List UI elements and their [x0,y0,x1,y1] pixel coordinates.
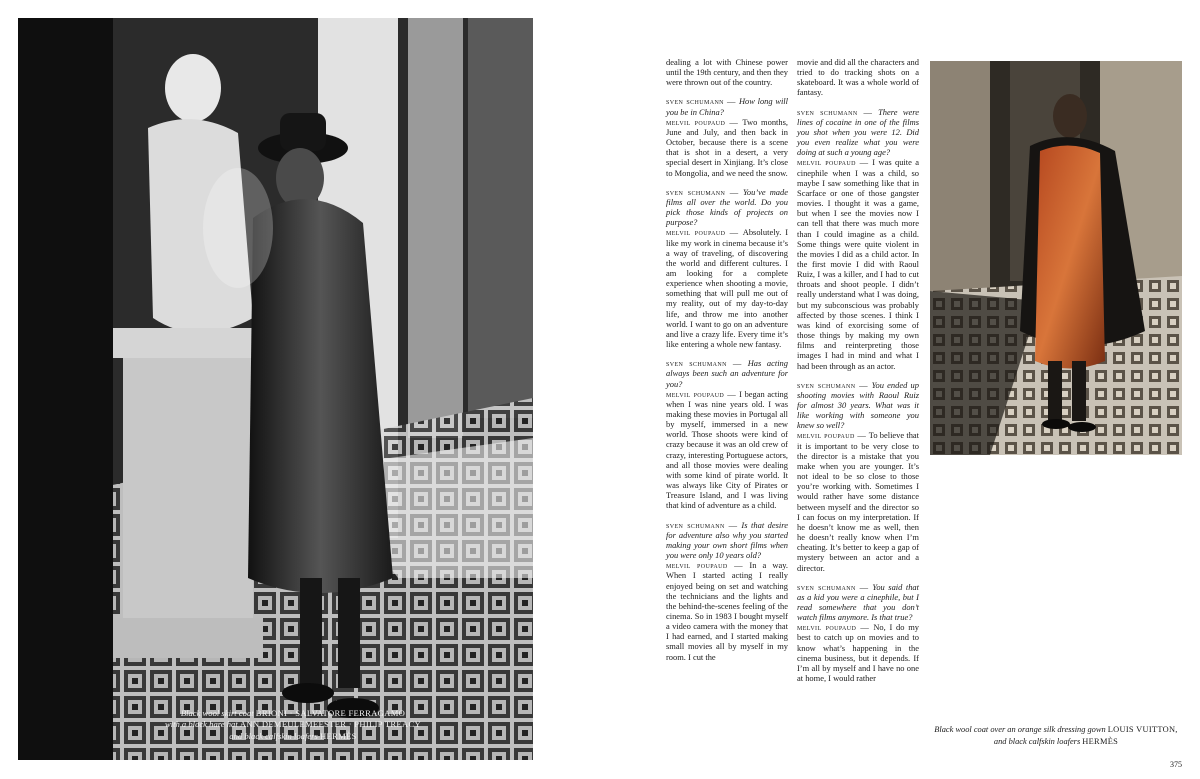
left-caption-line2: with a black hare hat [164,719,238,729]
speaker-label: melvil poupaud — [666,560,750,571]
speaker-label: melvil poupaud — [797,157,873,168]
paragraph-a [666,560,788,662]
right-photo-image [930,61,1182,455]
left-caption-brand1: BRIONI · SALVATORE FERRAGAMO [255,707,406,718]
right-photo-caption [930,724,1182,748]
question-text: You’ve made films all over the world. Do you pick those kinds of projects on purpose? [666,186,788,228]
speaker-label: sven schumann — [666,96,739,107]
speaker-label: melvil poupaud — [797,622,874,633]
left-photo [18,18,533,760]
paragraph-a [666,389,788,511]
speaker-label: sven schumann — [666,519,742,530]
paragraph-a [797,430,919,572]
body-text: movie and did all the characters and tried to do tracking shots on a skateboard. It was a whole world of fantasy. [797,57,919,98]
paragraph-q [797,582,919,623]
speaker-label: sven schumann — [666,186,743,197]
answer-text: Absolutely. I like my work in cinema because it’s a way of traveling, of discovering the world and different cultures. I am looking for a complete experience when shooting a movie, something that will pull me out of my reality, out of my day-to-day life, and throw me into another world. I want to go on an adventure and live a crazy life. Every time it’s like entering a whole new fantasy. [666,227,788,350]
paragraph-a [797,157,919,370]
speaker-label: melvil poupaud — [797,430,869,441]
speaker-label: melvil poupaud — [666,388,740,399]
right-caption-line2: and black calfskin loafers [993,737,1081,746]
paragraph-q [666,520,788,561]
answer-text: No, I do my best to catch up on movies and to know what’s happening in the cinema business, but it depends. If I’m all by myself and I have no one at home, I would rather [797,622,919,684]
paragraph-a [666,117,788,178]
speaker-label: melvil poupaud — [666,116,743,127]
answer-text: In a way. When I started acting I really enjoyed being on set and watching the technicians and the lights and the behind-the-scenes feeling of the cinema. So in 1983 I bought myself a video camera with the money that I had earned, and I started making small movies all by myself in my room. I cut the [666,560,788,662]
question-text: There were lines of cocaine in one of the films you shot when you were 12. Did you even realize what you were doing at such a young age? [797,106,919,158]
left-photo-image [18,18,533,760]
question-text: Is that desire for adventure also why you started making your own short films when you were only 10 years old? [666,519,788,561]
paragraph-q [666,187,788,228]
right-caption-line1: Black wool coat over an orange silk dressing gown [934,725,1106,734]
question-text: Has acting always been such an adventure for you? [666,358,788,389]
answer-text: To believe that it is important to be very close to the director is a mistake that you make when you are younger. It’s not ideal to be so close to those you’re working with. Sometimes I would rather have some distance between myself and the director so I can focus on my interpretation. If he doesn’t know me as well, then he doesn’t really know when I’m cheating. It’s better to keep a gap of mystery between an actor and a director. [797,430,920,573]
article-column-2 [797,57,919,692]
page-number: 375 [1170,760,1182,769]
right-photo [930,61,1182,455]
speaker-label: melvil poupaud — [666,227,743,238]
right-caption-brand1: LOUIS VUITTON, [1107,725,1178,734]
paragraph-q [666,358,788,388]
right-caption-brand2: HERMÈS [1082,737,1119,746]
paragraph-q [797,107,919,158]
article-column-1 [666,57,788,671]
answer-text: Two months, June and July, and then back in October, because there is a scene that is shot in a desert, a very special desert in Xinjiang. It’s close to Mongolia, and we need the snow. [666,116,788,178]
left-caption-brand2: ANN DEMEULEMEESTER · PHILIP TREACY [239,719,421,729]
body-text: dealing a lot with Chinese power until the 19th century, and then they were thrown out of the country. [666,57,788,88]
answer-text: I began acting when I was nine years old. I was making these movies in Portugal all by myself, immersed in a new world. Those shoots were kind of crazy because it was an old crew of crazy, interesting Portuguese actors, and all those movies were dealing with some kind of pirate world. It was always like City of Pirates or Treasure Island, and I was living that kind of adventure as a child. [666,388,788,511]
left-caption-line3: and black calfskin loafers [229,730,318,741]
question-text: How long will you be in China? [666,96,788,117]
speaker-label: sven schumann — [797,106,879,117]
paragraph-a [666,227,788,349]
question-text: You ended up shooting movies with Raoul Ruiz for almost 30 years. What was it like working with someone you knew so well? [797,379,919,431]
paragraph-q [666,96,788,116]
speaker-label: sven schumann — [666,358,748,369]
paragraph-text [666,57,788,87]
left-photo-caption [128,708,458,743]
paragraph-q [797,380,919,431]
speaker-label: sven schumann — [797,581,873,592]
left-caption-brand3: HERMÈS [320,730,357,741]
answer-text: I was quite a cinephile when I was a child, so maybe I saw something like that in Scarface or one of those gangster movies. I thought it was a game, but when I see the movies now I can tell that there was much more than I could imagine as a child. Some things were quite violent in the movies I did as a child actor. In the first movie I did with Raoul Ruiz, I was a killer, and I had to cut throats and shoot people. I didn’t really understand what I was doing, but my subconscious was probably affected by those scenes. I think I was kind of exorcising some of those things by making my own films and reinterpreting those images I had in mind and what I had been through as an actor. [797,157,919,371]
left-caption-line1: Black wool skirt coat [180,707,254,718]
speaker-label: sven schumann — [797,379,872,390]
question-text: You said that as a kid you were a cinephile, but I read somewhere that you don’t watch films anymore. Is that true? [797,581,919,623]
paragraph-text [797,57,919,98]
paragraph-a [797,622,919,683]
